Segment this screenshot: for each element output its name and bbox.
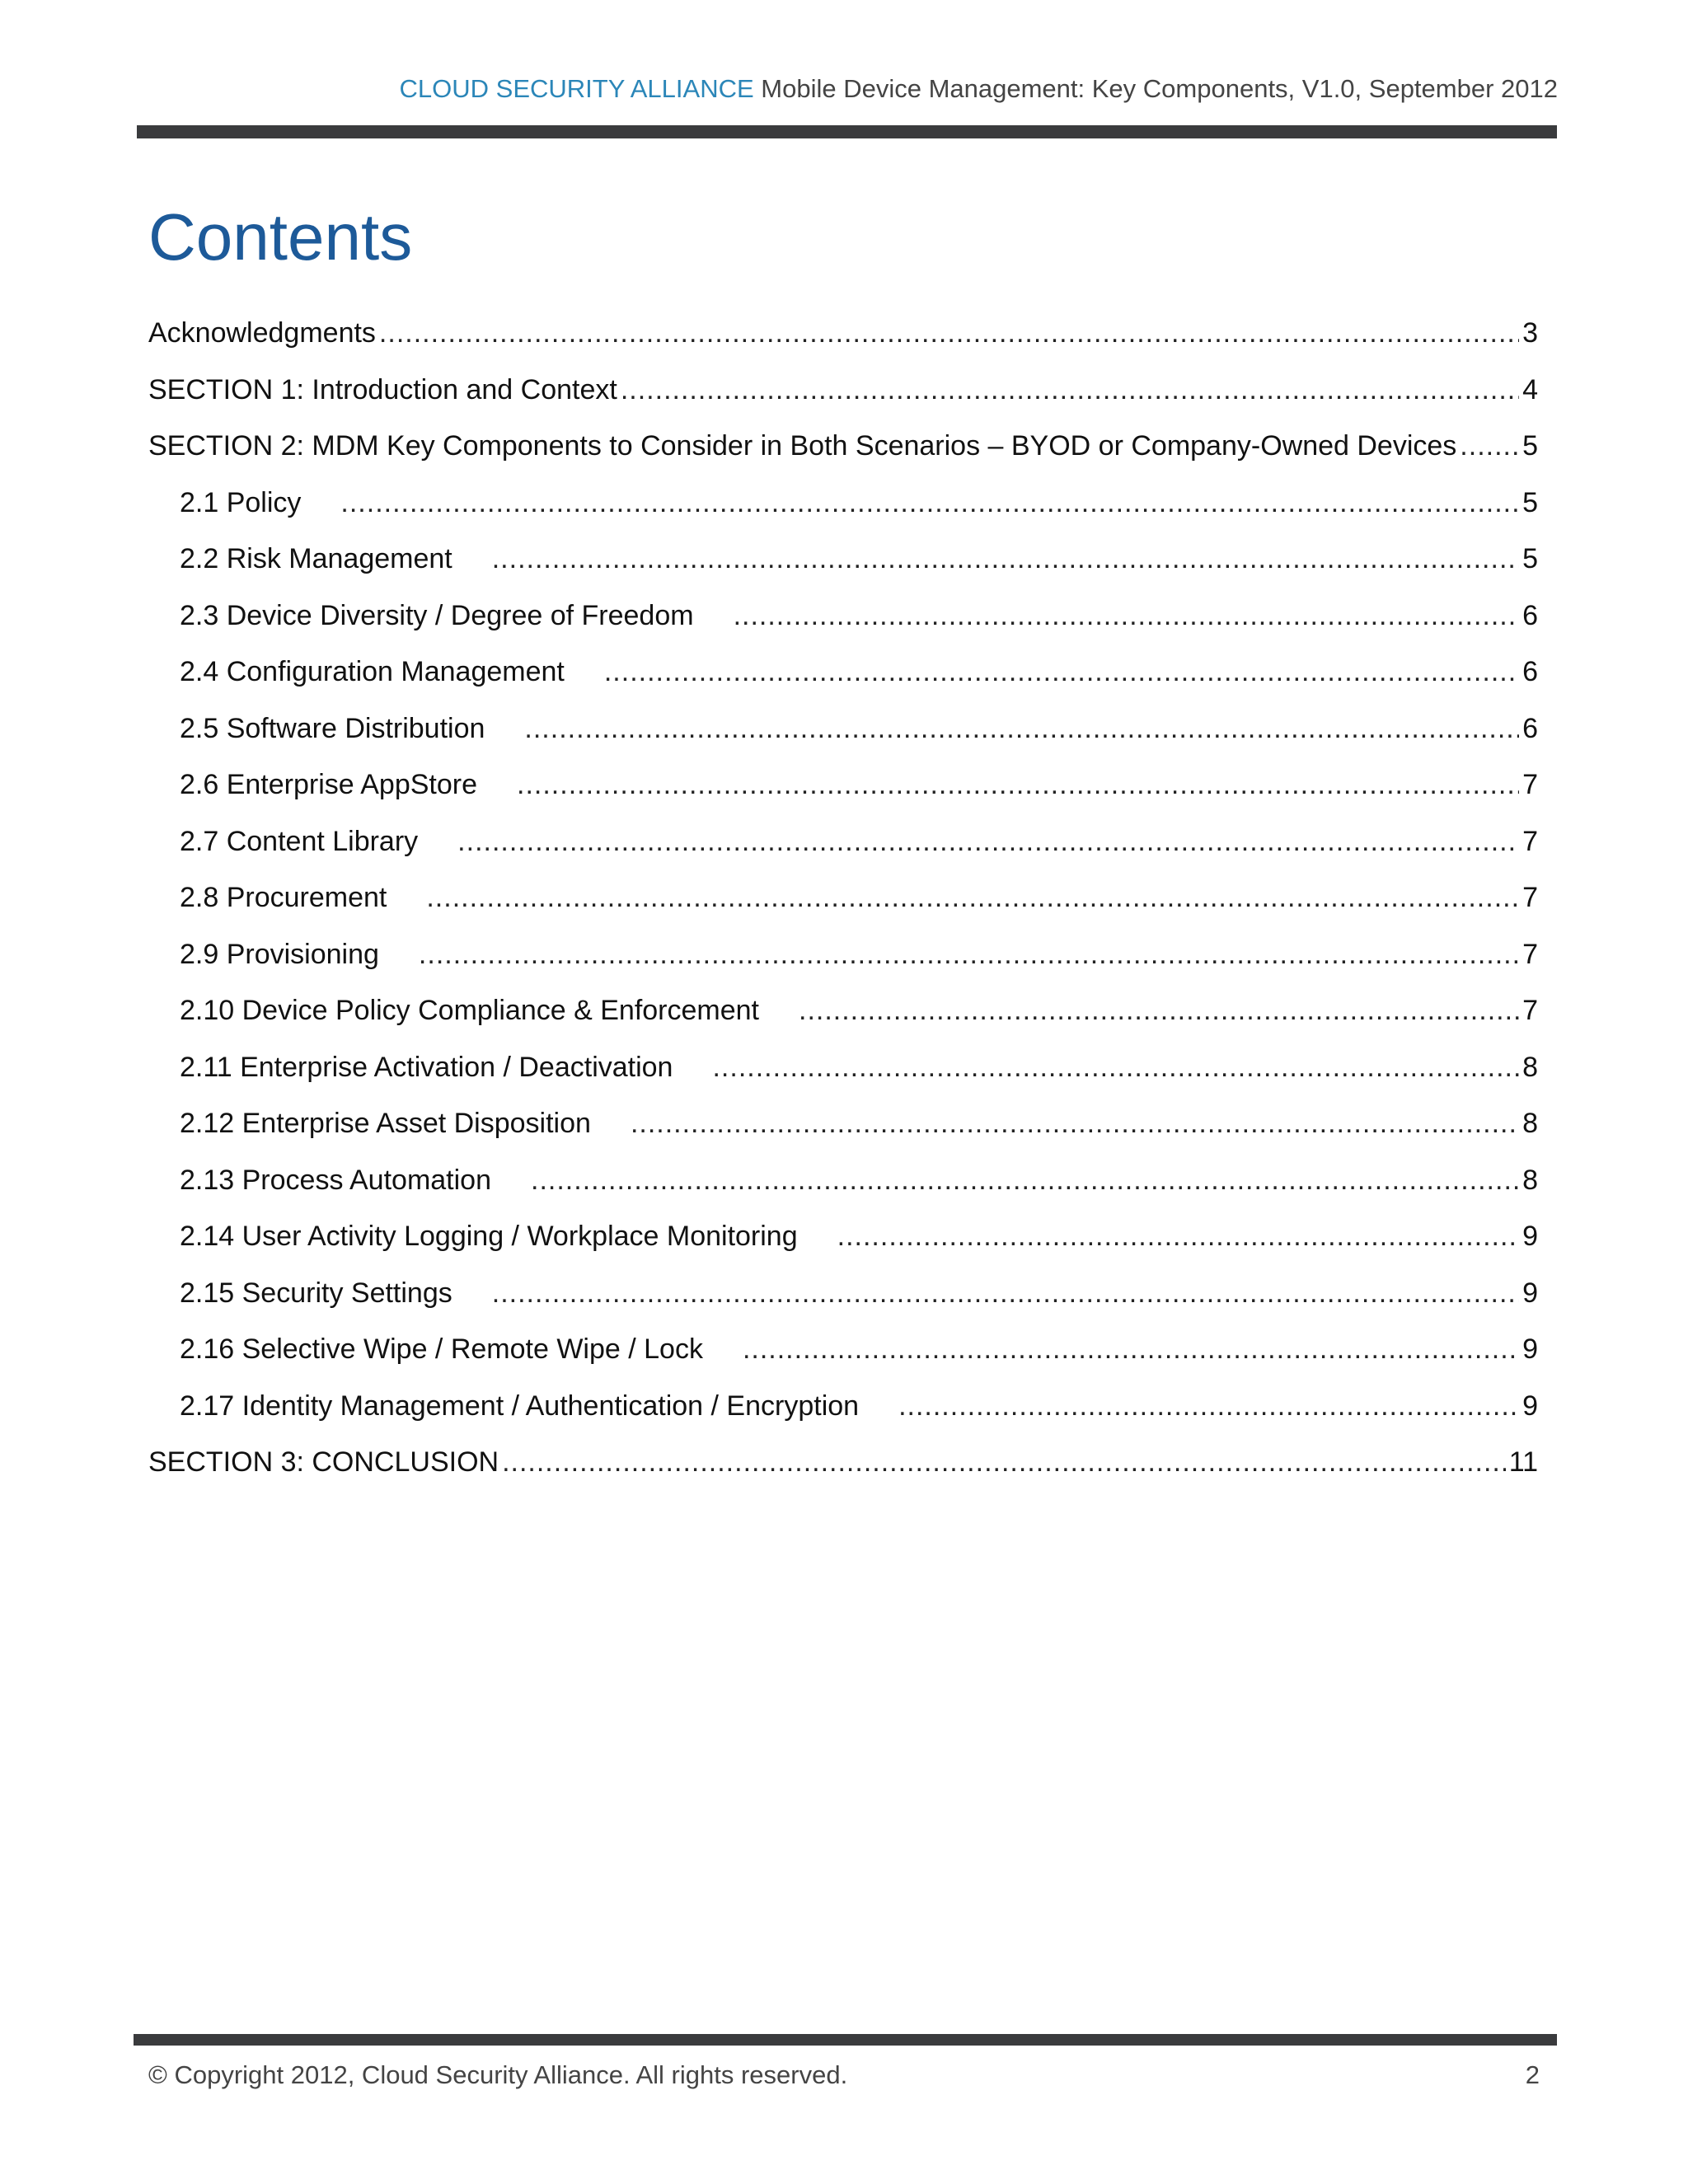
- toc-dot-leader: [492, 543, 1519, 575]
- toc-entry-page: 3: [1522, 317, 1538, 349]
- toc-entry-label: 2.10 Device Policy Compliance & Enforcement: [180, 995, 759, 1026]
- toc-entry-page: 8: [1522, 1051, 1538, 1083]
- toc-entry-page: 7: [1522, 938, 1538, 970]
- toc-dot-leader: [426, 882, 1519, 914]
- toc-entry[interactable]: [148, 374, 1538, 431]
- toc-entry-label: 2.1 Policy: [180, 486, 302, 518]
- toc-dot-leader: [898, 1390, 1519, 1422]
- toc-entry-page: 6: [1522, 599, 1538, 631]
- toc-entry-label: 2.17 Identity Management / Authentication / Encryption: [180, 1390, 860, 1422]
- toc-entry[interactable]: [148, 826, 1538, 883]
- header-org: CLOUD SECURITY ALLIANCE: [399, 74, 754, 103]
- toc-entry-label: 2.3 Device Diversity / Degree of Freedom: [180, 599, 694, 631]
- toc-entry-page: 8: [1522, 1164, 1538, 1196]
- toc-entry-page: 5: [1522, 430, 1538, 462]
- toc-entry[interactable]: [148, 1277, 1538, 1334]
- toc-entry-page: 11: [1508, 1446, 1538, 1478]
- toc-entry-label: 2.11 Enterprise Activation / Deactivation: [180, 1051, 673, 1083]
- toc-entry[interactable]: [148, 1165, 1538, 1221]
- toc-entry-label: SECTION 3: CONCLUSION: [148, 1446, 499, 1478]
- toc-entry-label: 2.6 Enterprise AppStore: [180, 769, 478, 800]
- toc-entry[interactable]: [148, 656, 1538, 713]
- toc-entry-page: 9: [1522, 1277, 1538, 1309]
- toc-entry-label: 2.7 Content Library: [180, 825, 419, 857]
- toc-entry[interactable]: [148, 939, 1538, 996]
- toc-entry[interactable]: [148, 1333, 1538, 1390]
- toc-dot-leader: [621, 374, 1519, 406]
- toc-entry-page: 9: [1522, 1390, 1538, 1422]
- table-of-contents: [148, 317, 1538, 1503]
- toc-entry-label: Acknowledgments: [148, 317, 376, 349]
- toc-entry-page: 5: [1522, 486, 1538, 518]
- page-title: Contents: [148, 200, 413, 274]
- toc-dot-leader: [734, 600, 1520, 632]
- toc-entry[interactable]: [148, 1390, 1538, 1447]
- toc-dot-leader: [419, 939, 1519, 971]
- toc-entry-page: 7: [1522, 825, 1538, 857]
- toc-entry-page: 7: [1522, 882, 1538, 913]
- toc-entry-label: 2.14 User Activity Logging / Workplace Monitoring: [180, 1221, 798, 1252]
- toc-entry[interactable]: [148, 1052, 1538, 1108]
- toc-entry-label: 2.13 Process Automation: [180, 1164, 492, 1196]
- toc-entry[interactable]: [148, 543, 1538, 600]
- toc-entry[interactable]: [148, 1221, 1538, 1277]
- toc-dot-leader: [502, 1446, 1506, 1479]
- toc-dot-leader: [524, 713, 1519, 745]
- toc-entry-label: 2.12 Enterprise Asset Disposition: [180, 1108, 591, 1139]
- toc-dot-leader: [799, 995, 1519, 1027]
- toc-dot-leader: [340, 487, 1519, 519]
- footer-copyright: © Copyright 2012, Cloud Security Alliance. All rights reserved.: [148, 2060, 848, 2089]
- header-rule: [137, 125, 1557, 138]
- toc-entry-label: 2.4 Configuration Management: [180, 656, 565, 687]
- toc-dot-leader: [1460, 430, 1519, 462]
- header-doc-title: Mobile Device Management: Key Components, V1.0, September 2012: [761, 74, 1558, 103]
- toc-dot-leader: [712, 1052, 1519, 1084]
- toc-dot-leader: [457, 826, 1519, 858]
- toc-dot-leader: [743, 1333, 1519, 1366]
- toc-entry-label: 2.5 Software Distribution: [180, 712, 485, 744]
- toc-entry[interactable]: [148, 1446, 1538, 1503]
- toc-entry[interactable]: [148, 995, 1538, 1052]
- toc-entry-page: 4: [1522, 373, 1538, 405]
- toc-entry-label: 2.16 Selective Wipe / Remote Wipe / Lock: [180, 1333, 703, 1365]
- toc-entry-page: 8: [1522, 1108, 1538, 1139]
- toc-entry-label: SECTION 2: MDM Key Components to Consider in Both Scenarios – BYOD or Company-Owned Devices: [148, 430, 1457, 462]
- toc-dot-leader: [631, 1108, 1519, 1140]
- toc-entry-page: 6: [1522, 656, 1538, 687]
- toc-entry-label: 2.2 Risk Management: [180, 543, 452, 574]
- toc-entry[interactable]: [148, 430, 1538, 487]
- toc-entry[interactable]: [148, 600, 1538, 657]
- toc-entry[interactable]: [148, 713, 1538, 770]
- toc-entry-label: 2.15 Security Settings: [180, 1277, 452, 1309]
- toc-entry-page: 6: [1522, 712, 1538, 744]
- toc-dot-leader: [492, 1277, 1519, 1310]
- toc-entry[interactable]: [148, 769, 1538, 826]
- toc-entry-label: 2.8 Procurement: [180, 882, 387, 913]
- toc-entry[interactable]: [148, 1108, 1538, 1165]
- toc-entry-page: 9: [1522, 1221, 1538, 1252]
- footer-rule: [134, 2034, 1557, 2046]
- toc-entry-page: 9: [1522, 1333, 1538, 1365]
- toc-dot-leader: [604, 656, 1519, 688]
- toc-dot-leader: [517, 769, 1519, 801]
- toc-entry[interactable]: [148, 487, 1538, 544]
- toc-dot-leader: [531, 1165, 1519, 1197]
- toc-entry[interactable]: [148, 317, 1538, 374]
- toc-entry-label: 2.9 Provisioning: [180, 938, 379, 970]
- toc-entry-page: 7: [1522, 995, 1538, 1026]
- running-header: [400, 74, 1558, 104]
- toc-dot-leader: [379, 317, 1519, 349]
- footer-page-number: 2: [1525, 2060, 1540, 2089]
- toc-entry-page: 5: [1522, 543, 1538, 574]
- toc-entry-page: 7: [1522, 769, 1538, 800]
- toc-entry[interactable]: [148, 882, 1538, 939]
- toc-dot-leader: [837, 1221, 1519, 1253]
- toc-entry-label: SECTION 1: Introduction and Context: [148, 373, 617, 405]
